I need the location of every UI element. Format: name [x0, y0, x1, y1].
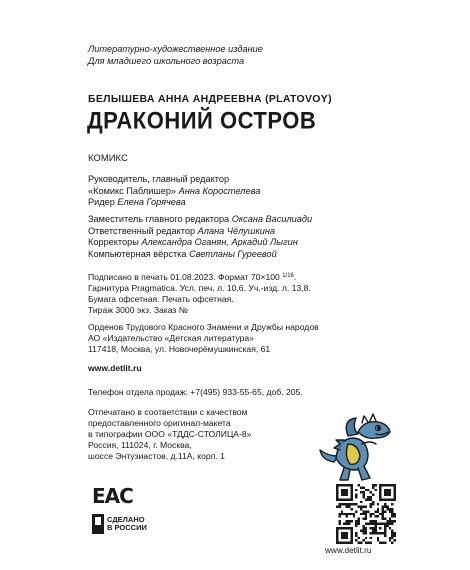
print-line: Бумага офсетная. Печать офсетная. [88, 294, 234, 304]
sales-phone: Телефон отдела продаж: +7(495) 933-55-65, доб. 205. [88, 387, 303, 397]
credit-line [88, 249, 312, 261]
credit-role: Ридер [88, 197, 115, 208]
credits-top [88, 174, 260, 209]
edition-type [88, 44, 263, 67]
printing-line: шоссе Энтузиастов, д.11А, корп. 1 [88, 451, 225, 461]
printing-line: предоставленного оригинал-макета [88, 418, 231, 428]
genre-label: КОМИКС [88, 153, 128, 164]
credits-staff [88, 214, 312, 260]
credit-line [88, 237, 312, 249]
publisher-line: Орденов Трудового Красного Знамени и Дружбы народов [88, 322, 319, 332]
dragon-mascot-icon [318, 410, 398, 490]
made-in-russia-text [107, 516, 147, 533]
credit-role: Корректоры [88, 237, 139, 248]
credit-role: Заместитель главного редактора [88, 214, 230, 224]
author-name: БЕЛЫШЕВА АННА АНДРЕЕВНА (PLATOVOY) [88, 93, 332, 105]
credit-person: Светланы Гуреевой [189, 248, 277, 259]
book-title: ДРАКОНИЙ ОСТРОВ [87, 107, 317, 134]
print-period: . [293, 272, 297, 282]
made-in-russia-line: СДЕЛАНО [107, 514, 145, 524]
print-line: Гарнитура Pragmatica. Усл. печ. л. 10,6. Уч.-изд. л. 13,8. [88, 283, 311, 293]
credit-person: Александра Оганян, Аркадий Лыгин [141, 237, 298, 248]
made-in-russia-line: В РОССИИ [107, 523, 147, 532]
printing-line: в типографии ООО «ТДДС-СТОЛИЦА-8» [88, 429, 252, 439]
publisher-line: АО «Издательство «Детская литература» [88, 333, 254, 343]
made-in-russia-icon [92, 514, 104, 534]
credit-line [88, 214, 312, 226]
print-info [88, 271, 311, 316]
audience-line: Для младшего школьного возраста [88, 55, 245, 66]
format-fraction: 1/16 [282, 273, 294, 279]
credit-person: Алана Чёлушкина [197, 225, 276, 236]
credit-role: Руководитель, главный редактор [88, 174, 230, 184]
credit-role: Ответственный редактор [88, 225, 196, 236]
print-line: Тираж 3000 экз. Заказ № [88, 305, 188, 315]
credit-line [88, 186, 260, 198]
credit-person: Оксана Василиади [231, 214, 313, 224]
printing-line: Отпечатано в соответствии с качеством [88, 407, 248, 417]
qr-code-icon[interactable] [336, 484, 396, 544]
edition-type-line: Литературно-художественное издание [88, 44, 263, 54]
print-line [88, 271, 311, 283]
publisher-block [88, 322, 319, 355]
credit-person: Елена Горячева [117, 197, 186, 208]
publisher-address: 117418, Москва, ул. Новочерёмушкинская, 61 [88, 344, 271, 354]
qr-caption: www.detlit.ru [325, 546, 372, 555]
credit-line [88, 174, 260, 186]
credit-line [88, 197, 260, 209]
website-link[interactable]: www.detlit.ru [88, 363, 142, 373]
credit-role: «Комикс Паблишер» [88, 185, 177, 196]
printing-line: Россия, 111024, г. Москва, [88, 440, 192, 450]
credit-line [88, 226, 312, 238]
credit-role: Компьютерная вёрстка [88, 248, 187, 259]
credit-person: Анна Коростелева [178, 185, 261, 196]
made-in-russia-badge [92, 514, 147, 534]
print-format: Подписано в печать 01.08.2023. Формат 70×100 [88, 272, 280, 282]
eac-logo-icon: EAC [92, 484, 133, 508]
printing-info [88, 407, 251, 462]
